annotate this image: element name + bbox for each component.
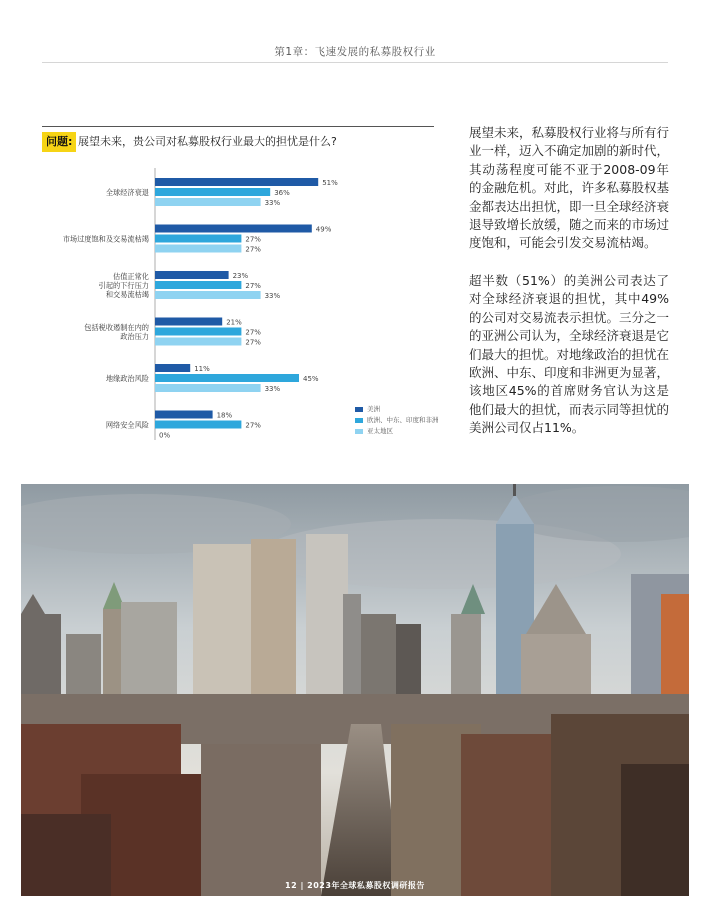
bar-value-label: 33% xyxy=(264,199,281,207)
question-label: 问题: xyxy=(42,132,76,152)
bar-chart xyxy=(20,168,460,440)
bar xyxy=(155,338,241,346)
body-paragraph-1: 展望未来，私募股权行业将与所有行业一样，迈入不确定加剧的新时代，其动荡程度可能不亚于2008-09年的金融危机。对此，许多私募股权基金都表达出担忧，即一旦全球经济衰退导致增长放缓，随之而来的市场过度饱和，可能会引发交易流枯竭。 xyxy=(469,125,670,251)
bar-value-label: 49% xyxy=(315,225,332,234)
bar xyxy=(155,328,241,336)
bar-value-label: 51% xyxy=(322,179,338,187)
bar xyxy=(155,235,241,243)
category-label: 包括税收遏制在内的 xyxy=(84,323,149,332)
bar xyxy=(155,188,270,196)
bar-value-label: 18% xyxy=(216,411,233,420)
legend-swatch-apac xyxy=(355,429,363,434)
category-label: 引起的下行压力 xyxy=(98,281,149,290)
bar xyxy=(155,364,190,372)
bar-value-label: 27% xyxy=(245,338,261,347)
legend-swatch-emea xyxy=(355,418,363,423)
chapter-divider xyxy=(42,62,668,63)
legend-label: 美洲 xyxy=(367,405,380,413)
bar-value-label: 11% xyxy=(194,365,210,373)
bar xyxy=(155,281,241,289)
bar-value-label: 45% xyxy=(303,375,319,383)
bar-value-label: 27% xyxy=(245,282,261,290)
bar xyxy=(155,198,261,206)
category-label: 全球经济衰退 xyxy=(105,188,149,197)
legend-swatch-americas xyxy=(355,407,363,412)
city-skyline-photo xyxy=(21,484,689,896)
bar-value-label: 0% xyxy=(159,431,171,440)
category-label: 网络安全风险 xyxy=(105,420,149,430)
bar-value-label: 27% xyxy=(245,421,261,430)
chapter-header: 第1章：飞速发展的私募股权行业 xyxy=(274,46,436,58)
legend-item-emea xyxy=(355,415,439,426)
bar-value-label: 33% xyxy=(264,385,281,393)
chart-legend xyxy=(355,404,439,437)
body-paragraph-2: 超半数（51%）的美洲公司表达了对全球经济衰退的担忧，其中49%的公司对交易流表示担忧。三分之一的亚洲公司认为，全球经济衰退是它们最大的担忧。对地缘政治的担忧在欧洲、中东、印度和非洲更为显著，该地区45%的首席财务官认为这是他们最大的担忧，而表示同等担忧的美洲公司仅占11%。 xyxy=(469,273,670,436)
bar-value-label: 36% xyxy=(274,189,290,197)
bar xyxy=(155,421,241,429)
bar-value-label: 27% xyxy=(245,235,261,244)
bar-value-label: 27% xyxy=(245,245,261,254)
bar-value-label: 27% xyxy=(245,328,261,337)
bar xyxy=(155,374,299,382)
legend-label: 欧洲、中东、印度和非洲 xyxy=(367,416,439,424)
bar xyxy=(155,225,312,233)
legend-item-apac xyxy=(355,426,439,437)
bar xyxy=(155,411,213,419)
legend-label: 亚太地区 xyxy=(367,427,393,435)
bar xyxy=(155,245,241,253)
bar xyxy=(155,291,261,299)
category-label: 地缘政治风险 xyxy=(105,374,149,383)
bar-value-label: 21% xyxy=(226,318,242,327)
bar xyxy=(155,271,229,279)
bar-value-label: 23% xyxy=(232,272,249,280)
bar xyxy=(155,384,261,392)
bar xyxy=(155,318,222,326)
category-label: 和交易流枯竭 xyxy=(105,290,149,299)
bar-value-label: 33% xyxy=(264,292,281,300)
category-label: 市场过度饱和及交易流枯竭 xyxy=(62,234,149,244)
bar xyxy=(155,178,318,186)
page-footer: 12 | 2023年全球私募股权调研报告 xyxy=(285,881,425,890)
category-label: 估值正常化 xyxy=(113,272,149,281)
question-text: 展望未来，贵公司对私募股权行业最大的担忧是什么? xyxy=(78,135,337,148)
legend-item-americas xyxy=(355,404,439,415)
question-divider xyxy=(42,126,434,127)
category-label: 政治压力 xyxy=(120,332,149,341)
